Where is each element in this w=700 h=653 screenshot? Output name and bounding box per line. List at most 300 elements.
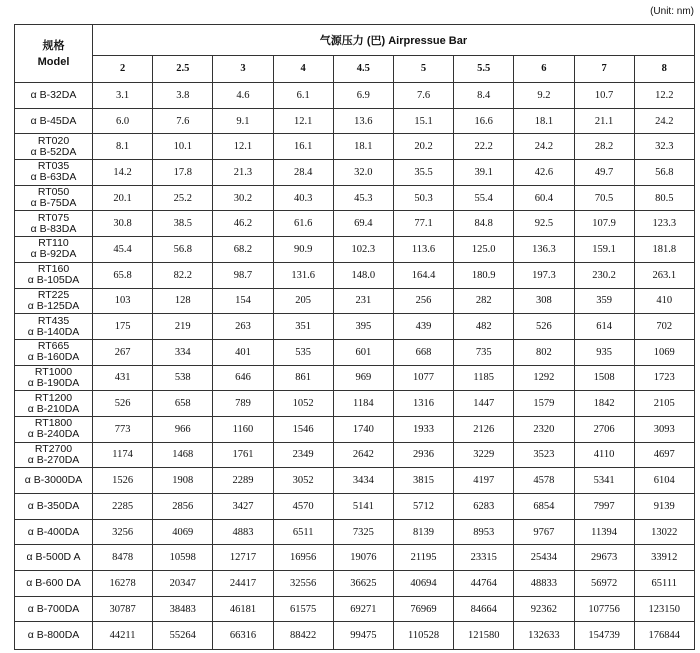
torque-value-cell: 6283 xyxy=(454,494,514,520)
torque-value-cell: 1069 xyxy=(634,339,694,365)
torque-value-cell: 8.4 xyxy=(454,83,514,109)
model-code-ab: α B-32DA xyxy=(30,88,77,101)
torque-value-cell: 1579 xyxy=(514,391,574,417)
torque-value-cell: 136.3 xyxy=(514,237,574,263)
torque-value-cell: 77.1 xyxy=(393,211,453,237)
pressure-header-row xyxy=(15,55,695,82)
torque-value-cell: 21.1 xyxy=(574,108,634,134)
pressure-header-cell: 2 xyxy=(93,55,153,82)
model-code-ab: α B-75DA xyxy=(30,197,77,210)
table-row xyxy=(15,622,695,650)
model-code-rt: RT050 xyxy=(37,186,70,199)
torque-value-cell: 15.1 xyxy=(393,108,453,134)
torque-value-cell: 482 xyxy=(454,314,514,340)
torque-value-cell: 1052 xyxy=(273,391,333,417)
torque-value-cell: 1842 xyxy=(574,391,634,417)
torque-value-cell: 56.8 xyxy=(634,160,694,186)
table-row xyxy=(15,571,695,597)
torque-value-cell: 1508 xyxy=(574,365,634,391)
torque-value-cell: 164.4 xyxy=(393,262,453,288)
torque-value-cell: 1526 xyxy=(93,468,153,494)
torque-value-cell: 88422 xyxy=(273,622,333,650)
torque-value-cell: 1723 xyxy=(634,365,694,391)
torque-value-cell: 32.3 xyxy=(634,134,694,160)
torque-value-cell: 230.2 xyxy=(574,262,634,288)
torque-value-cell: 4069 xyxy=(153,519,213,545)
torque-value-cell: 351 xyxy=(273,314,333,340)
torque-value-cell: 2285 xyxy=(93,494,153,520)
table-row xyxy=(15,596,695,622)
table-row xyxy=(15,83,695,109)
torque-value-cell: 107.9 xyxy=(574,211,634,237)
model-code-rt: RT110 xyxy=(38,237,69,250)
table-row xyxy=(15,339,695,365)
torque-value-cell: 5341 xyxy=(574,468,634,494)
model-cell xyxy=(15,596,93,622)
torque-value-cell: 35.5 xyxy=(393,160,453,186)
torque-value-cell: 123.3 xyxy=(634,211,694,237)
torque-value-cell: 84.8 xyxy=(454,211,514,237)
table-row xyxy=(15,468,695,494)
torque-value-cell: 646 xyxy=(213,365,273,391)
torque-value-cell: 256 xyxy=(393,288,453,314)
torque-value-cell: 33912 xyxy=(634,545,694,571)
torque-value-cell: 668 xyxy=(393,339,453,365)
torque-value-cell: 538 xyxy=(153,365,213,391)
torque-value-cell: 9139 xyxy=(634,494,694,520)
model-code-ab: α B-190DA xyxy=(27,376,80,389)
model-code-rt: RT665 xyxy=(37,340,70,353)
torque-value-cell: 14.2 xyxy=(93,160,153,186)
torque-value-cell: 110528 xyxy=(393,622,453,650)
torque-value-cell: 66316 xyxy=(213,622,273,650)
torque-value-cell: 3093 xyxy=(634,416,694,442)
torque-value-cell: 2642 xyxy=(333,442,393,468)
torque-value-cell: 45.4 xyxy=(93,237,153,263)
table-row xyxy=(15,519,695,545)
torque-value-cell: 107756 xyxy=(574,596,634,622)
model-code-rt: RT160 xyxy=(37,263,70,276)
torque-value-cell: 3523 xyxy=(514,442,574,468)
pressure-header-cell: 4.5 xyxy=(333,55,393,82)
torque-value-cell: 4197 xyxy=(454,468,514,494)
torque-value-cell: 2349 xyxy=(273,442,333,468)
pressure-header-cell: 2.5 xyxy=(153,55,213,82)
torque-value-cell: 30.8 xyxy=(93,211,153,237)
model-cell xyxy=(15,134,93,160)
torque-value-cell: 68.2 xyxy=(213,237,273,263)
torque-value-cell: 3.1 xyxy=(93,83,153,109)
torque-value-cell: 28.2 xyxy=(574,134,634,160)
model-cell xyxy=(15,519,93,545)
torque-value-cell: 359 xyxy=(574,288,634,314)
torque-value-cell: 3256 xyxy=(93,519,153,545)
model-header xyxy=(15,25,93,83)
model-code-ab: α B-700DA xyxy=(27,602,80,615)
unit-label: (Unit: nm) xyxy=(650,6,694,17)
torque-value-cell: 401 xyxy=(213,339,273,365)
torque-value-cell: 125.0 xyxy=(454,237,514,263)
torque-value-cell: 197.3 xyxy=(514,262,574,288)
torque-value-cell: 969 xyxy=(333,365,393,391)
torque-value-cell: 7.6 xyxy=(153,108,213,134)
torque-value-cell: 282 xyxy=(454,288,514,314)
torque-value-cell: 1185 xyxy=(454,365,514,391)
model-cell xyxy=(15,108,93,134)
model-cell xyxy=(15,339,93,365)
model-code-ab: α B-92DA xyxy=(30,248,77,261)
model-code-ab: α B-160DA xyxy=(27,351,80,364)
torque-value-cell: 25434 xyxy=(514,545,574,571)
torque-value-cell: 38483 xyxy=(153,596,213,622)
torque-value-cell: 12.2 xyxy=(634,83,694,109)
torque-value-cell: 526 xyxy=(514,314,574,340)
table-row xyxy=(15,262,695,288)
table-row xyxy=(15,545,695,571)
torque-value-cell: 12717 xyxy=(213,545,273,571)
torque-value-cell: 90.9 xyxy=(273,237,333,263)
torque-value-cell: 4697 xyxy=(634,442,694,468)
torque-value-cell: 22.2 xyxy=(454,134,514,160)
torque-value-cell: 8139 xyxy=(393,519,453,545)
torque-value-cell: 8953 xyxy=(454,519,514,545)
torque-value-cell: 802 xyxy=(514,339,574,365)
torque-value-cell: 148.0 xyxy=(333,262,393,288)
torque-value-cell: 9.1 xyxy=(213,108,273,134)
model-cell xyxy=(15,545,93,571)
torque-value-cell: 69271 xyxy=(333,596,393,622)
torque-value-cell: 180.9 xyxy=(454,262,514,288)
torque-value-cell: 102.3 xyxy=(333,237,393,263)
pressure-header-cell: 4 xyxy=(273,55,333,82)
pressure-header-cell: 7 xyxy=(574,55,634,82)
model-code-rt: RT035 xyxy=(37,160,70,173)
torque-value-cell: 56.8 xyxy=(153,237,213,263)
torque-value-cell: 28.4 xyxy=(273,160,333,186)
torque-value-cell: 121580 xyxy=(454,622,514,650)
torque-value-cell: 56972 xyxy=(574,571,634,597)
model-cell xyxy=(15,160,93,186)
model-code-ab: α B-63DA xyxy=(30,171,77,184)
torque-value-cell: 10.1 xyxy=(153,134,213,160)
model-code-rt: RT1000 xyxy=(34,365,73,378)
torque-value-cell: 2706 xyxy=(574,416,634,442)
torque-value-cell: 308 xyxy=(514,288,574,314)
torque-value-cell: 30.2 xyxy=(213,185,273,211)
table-row xyxy=(15,416,695,442)
torque-value-cell: 3427 xyxy=(213,494,273,520)
model-code-ab: α B-500D A xyxy=(26,551,81,564)
torque-value-cell: 24417 xyxy=(213,571,273,597)
torque-value-cell: 32.0 xyxy=(333,160,393,186)
model-code-rt: RT1200 xyxy=(34,391,73,404)
torque-value-cell: 16.6 xyxy=(454,108,514,134)
torque-value-cell: 2289 xyxy=(213,468,273,494)
torque-value-cell: 42.6 xyxy=(514,160,574,186)
pressure-header-cell: 3 xyxy=(213,55,273,82)
torque-value-cell: 30787 xyxy=(93,596,153,622)
torque-value-cell: 45.3 xyxy=(333,185,393,211)
torque-value-cell: 5712 xyxy=(393,494,453,520)
torque-value-cell: 32556 xyxy=(273,571,333,597)
model-code-rt: RT075 xyxy=(37,211,70,224)
torque-value-cell: 263.1 xyxy=(634,262,694,288)
torque-value-cell: 1761 xyxy=(213,442,273,468)
table-row xyxy=(15,314,695,340)
model-cell xyxy=(15,391,93,417)
torque-value-cell: 113.6 xyxy=(393,237,453,263)
torque-value-cell: 702 xyxy=(634,314,694,340)
torque-value-cell: 1740 xyxy=(333,416,393,442)
torque-value-cell: 205 xyxy=(273,288,333,314)
table-row xyxy=(15,365,695,391)
torque-value-cell: 70.5 xyxy=(574,185,634,211)
table-row xyxy=(15,442,695,468)
torque-value-cell: 395 xyxy=(333,314,393,340)
model-code-rt: RT2700 xyxy=(34,442,73,455)
torque-value-cell: 21195 xyxy=(393,545,453,571)
torque-value-cell: 50.3 xyxy=(393,185,453,211)
torque-value-cell: 84664 xyxy=(454,596,514,622)
torque-value-cell: 65.8 xyxy=(93,262,153,288)
torque-value-cell: 48833 xyxy=(514,571,574,597)
torque-value-cell: 44211 xyxy=(93,622,153,650)
model-code-ab: α B-240DA xyxy=(27,428,80,441)
torque-value-cell: 82.2 xyxy=(153,262,213,288)
model-cell xyxy=(15,442,93,468)
pressure-header-cell: 5 xyxy=(393,55,453,82)
model-cell xyxy=(15,288,93,314)
model-code-ab: α B-800DA xyxy=(27,629,80,642)
pressure-header-cell: 8 xyxy=(634,55,694,82)
model-code-ab: α B-350DA xyxy=(27,499,80,512)
model-cell xyxy=(15,365,93,391)
pressure-group-header: 气源压力 (巴) Airpressue Bar xyxy=(93,25,695,56)
torque-value-cell: 2936 xyxy=(393,442,453,468)
torque-value-cell: 154 xyxy=(213,288,273,314)
torque-value-cell: 1077 xyxy=(393,365,453,391)
torque-value-cell: 2856 xyxy=(153,494,213,520)
torque-value-cell: 1174 xyxy=(93,442,153,468)
torque-value-cell: 1184 xyxy=(333,391,393,417)
torque-value-cell: 535 xyxy=(273,339,333,365)
torque-value-cell: 16956 xyxy=(273,545,333,571)
torque-value-cell: 12.1 xyxy=(273,108,333,134)
pressure-header-cell: 6 xyxy=(514,55,574,82)
torque-value-cell: 103 xyxy=(93,288,153,314)
model-code-ab: α B-3000DA xyxy=(24,474,83,487)
torque-value-cell: 12.1 xyxy=(213,134,273,160)
pressure-header-cell: 5.5 xyxy=(454,55,514,82)
torque-value-cell: 24.2 xyxy=(514,134,574,160)
torque-value-cell: 40.3 xyxy=(273,185,333,211)
torque-value-cell: 9.2 xyxy=(514,83,574,109)
torque-value-cell: 8.1 xyxy=(93,134,153,160)
torque-value-cell: 29673 xyxy=(574,545,634,571)
torque-value-cell: 132633 xyxy=(514,622,574,650)
torque-value-cell: 6.1 xyxy=(273,83,333,109)
table-row xyxy=(15,391,695,417)
torque-value-cell: 4110 xyxy=(574,442,634,468)
torque-value-cell: 4578 xyxy=(514,468,574,494)
torque-value-cell: 3052 xyxy=(273,468,333,494)
torque-value-cell: 1933 xyxy=(393,416,453,442)
torque-value-cell: 61575 xyxy=(273,596,333,622)
torque-value-cell: 1468 xyxy=(153,442,213,468)
torque-value-cell: 2105 xyxy=(634,391,694,417)
torque-value-cell: 60.4 xyxy=(514,185,574,211)
torque-value-cell: 39.1 xyxy=(454,160,514,186)
torque-value-cell: 4.6 xyxy=(213,83,273,109)
torque-value-cell: 3229 xyxy=(454,442,514,468)
model-cell xyxy=(15,211,93,237)
torque-value-cell: 76969 xyxy=(393,596,453,622)
model-code-ab: α B-270DA xyxy=(27,453,80,466)
torque-value-cell: 1908 xyxy=(153,468,213,494)
model-header-cn: 规格 xyxy=(42,39,65,52)
torque-value-cell: 13022 xyxy=(634,519,694,545)
torque-value-cell: 439 xyxy=(393,314,453,340)
torque-value-cell: 18.1 xyxy=(514,108,574,134)
torque-value-cell: 44764 xyxy=(454,571,514,597)
model-code-ab: α B-210DA xyxy=(27,402,80,415)
torque-value-cell: 25.2 xyxy=(153,185,213,211)
torque-value-cell: 526 xyxy=(93,391,153,417)
model-code-rt: RT435 xyxy=(37,314,70,327)
torque-value-cell: 175 xyxy=(93,314,153,340)
torque-value-cell: 98.7 xyxy=(213,262,273,288)
table-row xyxy=(15,211,695,237)
model-code-ab: α B-83DA xyxy=(30,222,77,235)
torque-value-cell: 5141 xyxy=(333,494,393,520)
table-row xyxy=(15,185,695,211)
model-cell xyxy=(15,468,93,494)
torque-value-cell: 1447 xyxy=(454,391,514,417)
model-code-ab: α B-105DA xyxy=(27,274,80,287)
torque-value-cell: 7.6 xyxy=(393,83,453,109)
torque-value-cell: 65111 xyxy=(634,571,694,597)
torque-value-cell: 614 xyxy=(574,314,634,340)
torque-value-cell: 1546 xyxy=(273,416,333,442)
torque-value-cell: 9767 xyxy=(514,519,574,545)
model-cell xyxy=(15,571,93,597)
torque-value-cell: 4883 xyxy=(213,519,273,545)
table-row xyxy=(15,237,695,263)
torque-value-cell: 21.3 xyxy=(213,160,273,186)
torque-value-cell: 658 xyxy=(153,391,213,417)
torque-value-cell: 735 xyxy=(454,339,514,365)
torque-value-cell: 3434 xyxy=(333,468,393,494)
model-code-ab: α B-45DA xyxy=(30,114,77,127)
torque-value-cell: 92362 xyxy=(514,596,574,622)
torque-value-cell: 36625 xyxy=(333,571,393,597)
torque-value-cell: 181.8 xyxy=(634,237,694,263)
model-code-ab: α B-52DA xyxy=(30,145,77,158)
table-row xyxy=(15,160,695,186)
torque-value-cell: 92.5 xyxy=(514,211,574,237)
table-body xyxy=(15,83,695,650)
torque-value-cell: 6104 xyxy=(634,468,694,494)
torque-value-cell: 6854 xyxy=(514,494,574,520)
torque-value-cell: 601 xyxy=(333,339,393,365)
torque-value-cell: 431 xyxy=(93,365,153,391)
torque-value-cell: 267 xyxy=(93,339,153,365)
torque-value-cell: 38.5 xyxy=(153,211,213,237)
table-row xyxy=(15,494,695,520)
torque-value-cell: 789 xyxy=(213,391,273,417)
table-row xyxy=(15,108,695,134)
torque-value-cell: 10598 xyxy=(153,545,213,571)
torque-value-cell: 263 xyxy=(213,314,273,340)
torque-value-cell: 18.1 xyxy=(333,134,393,160)
torque-value-cell: 773 xyxy=(93,416,153,442)
torque-value-cell: 23315 xyxy=(454,545,514,571)
model-code-ab: α B-125DA xyxy=(27,299,80,312)
torque-value-cell: 20.1 xyxy=(93,185,153,211)
torque-value-cell: 6511 xyxy=(273,519,333,545)
model-code-rt: RT1800 xyxy=(34,417,73,430)
model-cell xyxy=(15,494,93,520)
torque-value-cell: 20.2 xyxy=(393,134,453,160)
model-cell xyxy=(15,262,93,288)
torque-value-cell: 16278 xyxy=(93,571,153,597)
torque-value-cell: 20347 xyxy=(153,571,213,597)
torque-value-cell: 861 xyxy=(273,365,333,391)
model-code-ab: α B-140DA xyxy=(27,325,80,338)
torque-value-cell: 3.8 xyxy=(153,83,213,109)
table-row xyxy=(15,134,695,160)
torque-value-cell: 3815 xyxy=(393,468,453,494)
torque-value-cell: 2126 xyxy=(454,416,514,442)
torque-value-cell: 1316 xyxy=(393,391,453,417)
torque-value-cell: 159.1 xyxy=(574,237,634,263)
torque-value-cell: 49.7 xyxy=(574,160,634,186)
torque-value-cell: 128 xyxy=(153,288,213,314)
torque-value-cell: 61.6 xyxy=(273,211,333,237)
torque-table xyxy=(14,24,695,650)
model-code-ab: α B-600 DA xyxy=(26,576,81,589)
torque-value-cell: 154739 xyxy=(574,622,634,650)
torque-value-cell: 410 xyxy=(634,288,694,314)
torque-value-cell: 1292 xyxy=(514,365,574,391)
torque-value-cell: 7997 xyxy=(574,494,634,520)
torque-value-cell: 4570 xyxy=(273,494,333,520)
torque-value-cell: 123150 xyxy=(634,596,694,622)
model-code-ab: α B-400DA xyxy=(27,525,80,538)
torque-value-cell: 176844 xyxy=(634,622,694,650)
table-row xyxy=(15,288,695,314)
torque-value-cell: 55.4 xyxy=(454,185,514,211)
torque-value-cell: 19076 xyxy=(333,545,393,571)
torque-value-cell: 24.2 xyxy=(634,108,694,134)
model-code-rt: RT225 xyxy=(37,288,70,301)
torque-value-cell: 1160 xyxy=(213,416,273,442)
torque-value-cell: 10.7 xyxy=(574,83,634,109)
torque-value-cell: 55264 xyxy=(153,622,213,650)
torque-value-cell: 966 xyxy=(153,416,213,442)
torque-value-cell: 99475 xyxy=(333,622,393,650)
torque-value-cell: 6.9 xyxy=(333,83,393,109)
torque-value-cell: 8478 xyxy=(93,545,153,571)
torque-value-cell: 935 xyxy=(574,339,634,365)
model-cell xyxy=(15,622,93,650)
torque-value-cell: 334 xyxy=(153,339,213,365)
model-cell xyxy=(15,314,93,340)
torque-value-cell: 11394 xyxy=(574,519,634,545)
model-cell xyxy=(15,237,93,263)
torque-value-cell: 17.8 xyxy=(153,160,213,186)
torque-value-cell: 80.5 xyxy=(634,185,694,211)
